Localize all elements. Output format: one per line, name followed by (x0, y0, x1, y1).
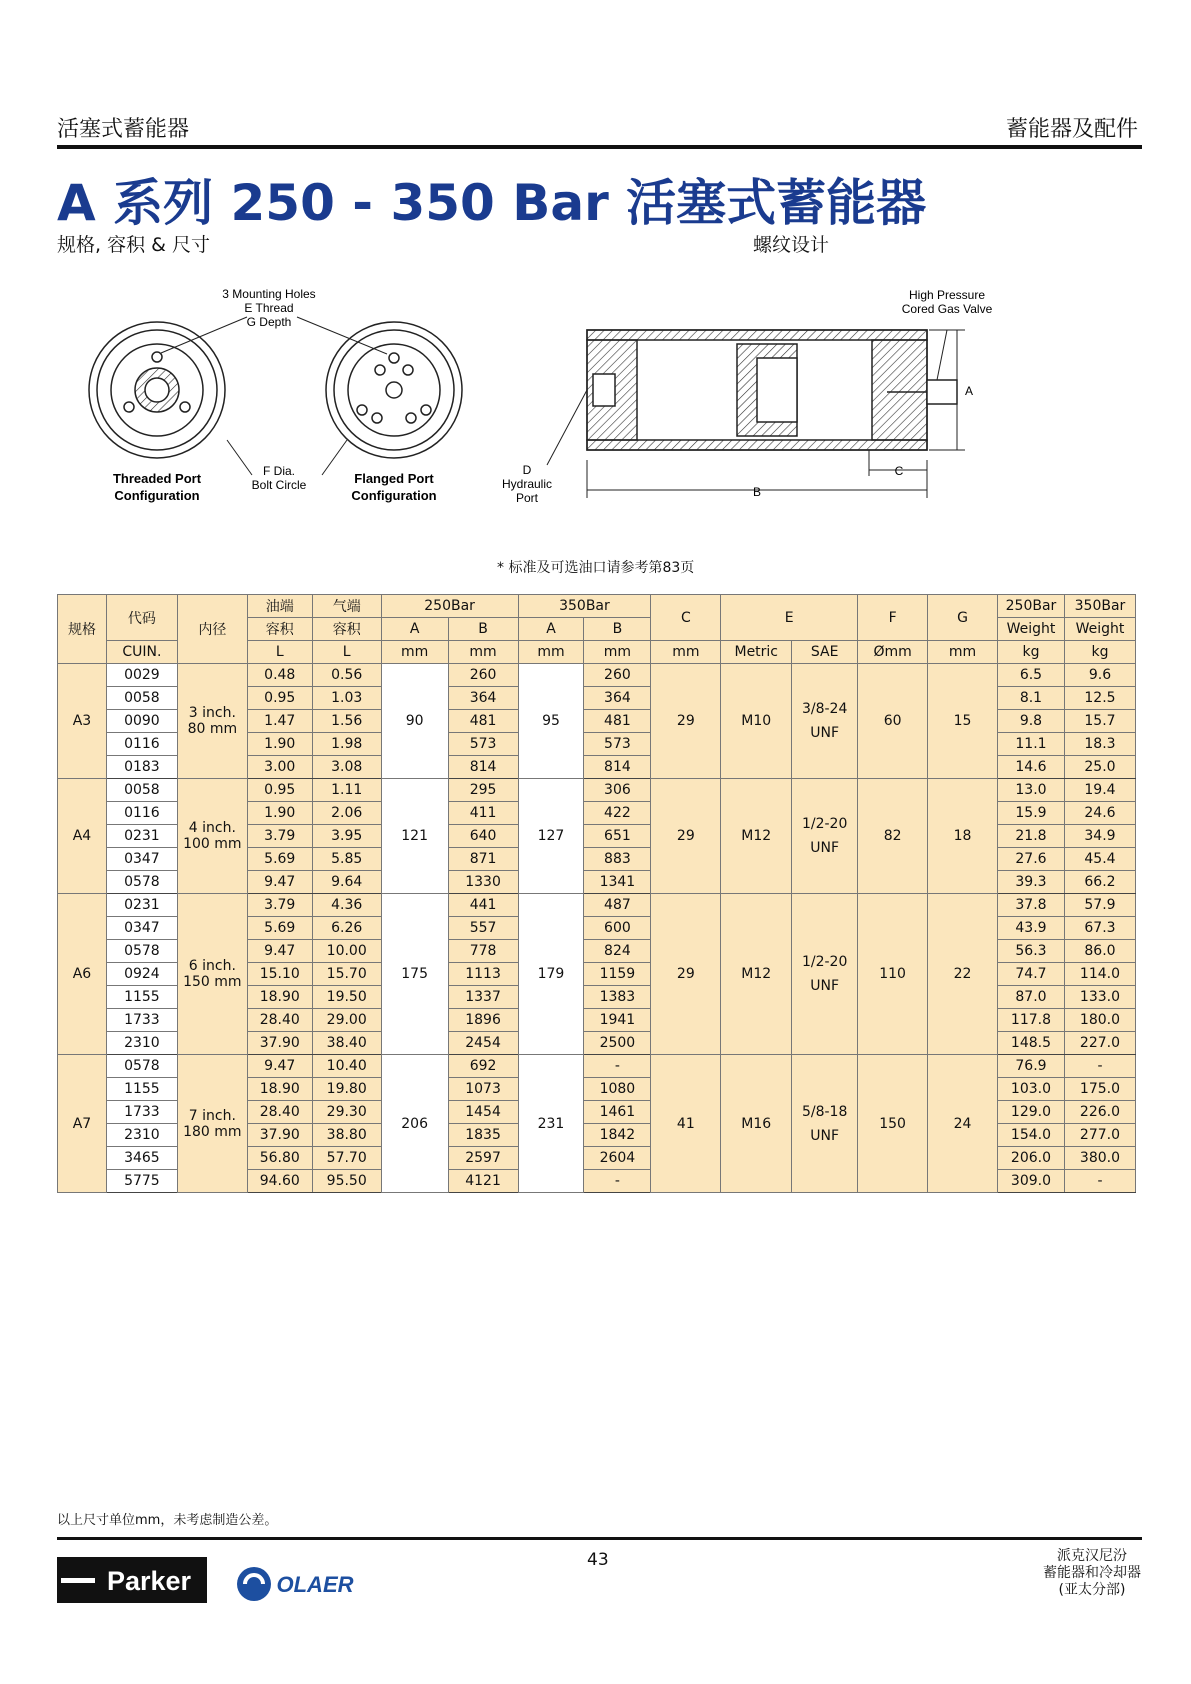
cell-weight-350: - (1064, 1055, 1135, 1078)
cell-weight-250: 76.9 (997, 1055, 1064, 1078)
section-view (587, 330, 957, 450)
cell-weight-250: 154.0 (997, 1124, 1064, 1147)
cell-oil-volume: 5.69 (247, 917, 312, 940)
cell-bore (177, 664, 247, 779)
th-g-unit: mm (928, 641, 998, 664)
cell-code: 0058 (106, 779, 177, 802)
sae-unf: UNF (810, 840, 840, 856)
cell-b-350: 481 (584, 710, 651, 733)
cell-weight-250: 117.8 (997, 1009, 1064, 1032)
cell-weight-350: 226.0 (1064, 1101, 1135, 1124)
bore-mm: 100 mm (183, 836, 242, 852)
th-weight-350: Weight (1064, 618, 1135, 641)
cell-gas-volume: 5.85 (312, 848, 381, 871)
label-hydraulic: Hydraulic (501, 477, 553, 491)
cell-oil-volume: 3.79 (247, 894, 312, 917)
cell-b-350: 487 (584, 894, 651, 917)
th-a350: A (518, 618, 584, 641)
cell-metric: M10 (721, 664, 792, 779)
cell-weight-250: 148.5 (997, 1032, 1064, 1055)
cell-oil-volume: 28.40 (247, 1009, 312, 1032)
th-f-unit: Ømm (858, 641, 928, 664)
th-sae: SAE (792, 641, 858, 664)
corp-name (1043, 1548, 1141, 1599)
cell-b-250: 1113 (448, 963, 518, 986)
cell-gas-volume: 29.30 (312, 1101, 381, 1124)
label-flanged-2: Configuration (351, 488, 437, 503)
port-footnote: * 标准及可选油口请参考第83页 (497, 560, 695, 576)
cell-b-250: 2597 (448, 1147, 518, 1170)
cell-bore (177, 1055, 247, 1193)
th-f: F (858, 595, 928, 641)
cell-b-250: 441 (448, 894, 518, 917)
header-left: 活塞式蓄能器 (57, 117, 190, 142)
cell-code: 0116 (106, 802, 177, 825)
cell-spec: A3 (58, 664, 107, 779)
cell-oil-volume: 0.95 (247, 687, 312, 710)
cell-b-350: 1341 (584, 871, 651, 894)
cell-metric: M12 (721, 894, 792, 1055)
cell-code: 0058 (106, 687, 177, 710)
sae-thread: 1/2-20 (801, 816, 848, 832)
cell-a-350: 127 (518, 779, 584, 894)
cell-oil-volume: 9.47 (247, 1055, 312, 1078)
cell-weight-250: 9.8 (997, 710, 1064, 733)
th-a250-unit: mm (381, 641, 448, 664)
cell-weight-250: 6.5 (997, 664, 1064, 687)
cell-code: 5775 (106, 1170, 177, 1193)
table-row (58, 1055, 1136, 1078)
cell-oil-volume: 1.47 (247, 710, 312, 733)
cell-g: 15 (928, 664, 998, 779)
th-b250: B (448, 618, 518, 641)
cell-weight-250: 11.1 (997, 733, 1064, 756)
th-metric: Metric (721, 641, 792, 664)
cell-b-350: 814 (584, 756, 651, 779)
cell-oil-volume: 0.48 (247, 664, 312, 687)
cell-code: 2310 (106, 1032, 177, 1055)
cell-gas-volume: 3.08 (312, 756, 381, 779)
header-right: 蓄能器及配件 (1005, 117, 1138, 142)
cell-sae (792, 894, 858, 1055)
leader-lines (161, 317, 387, 475)
cell-metric: M12 (721, 779, 792, 894)
cell-oil-volume: 15.10 (247, 963, 312, 986)
label-thread: E Thread (244, 301, 294, 315)
cell-gas-volume: 57.70 (312, 1147, 381, 1170)
cell-weight-250: 74.7 (997, 963, 1064, 986)
parker-logo-text: Parker (106, 1566, 192, 1596)
cell-oil-volume: 9.47 (247, 940, 312, 963)
cell-b-350: 2500 (584, 1032, 651, 1055)
cell-b-250: 481 (448, 710, 518, 733)
cell-b-250: 1835 (448, 1124, 518, 1147)
cell-gas-volume: 1.03 (312, 687, 381, 710)
cell-weight-350: 24.6 (1064, 802, 1135, 825)
cell-weight-350: 57.9 (1064, 894, 1135, 917)
cell-bore (177, 894, 247, 1055)
cell-weight-350: 114.0 (1064, 963, 1135, 986)
subtitle: 规格, 容积 & 尺寸 (57, 234, 210, 256)
cell-oil-volume: 28.40 (247, 1101, 312, 1124)
cell-weight-250: 206.0 (997, 1147, 1064, 1170)
cell-a-350: 231 (518, 1055, 584, 1193)
th-w350-unit: kg (1064, 641, 1135, 664)
cell-weight-250: 21.8 (997, 825, 1064, 848)
cell-code: 1155 (106, 1078, 177, 1101)
th-c-unit: mm (651, 641, 721, 664)
cell-gas-volume: 1.56 (312, 710, 381, 733)
spec-table (57, 594, 1136, 1193)
cell-b-350: 2604 (584, 1147, 651, 1170)
cell-b-350: 422 (584, 802, 651, 825)
label-gas-valve-2: Cored Gas Valve (901, 302, 993, 316)
cell-code: 3465 (106, 1147, 177, 1170)
label-mounting-holes: 3 Mounting Holes (222, 287, 316, 301)
cell-b-350: 651 (584, 825, 651, 848)
cell-weight-350: 175.0 (1064, 1078, 1135, 1101)
cell-oil-volume: 3.00 (247, 756, 312, 779)
cell-oil-volume: 0.95 (247, 779, 312, 802)
th-250bar: 250Bar (381, 595, 518, 618)
cell-f: 60 (858, 664, 928, 779)
cell-code: 1155 (106, 986, 177, 1009)
cell-weight-250: 103.0 (997, 1078, 1064, 1101)
cell-code: 0924 (106, 963, 177, 986)
table-body (58, 664, 1136, 1193)
cell-b-250: 573 (448, 733, 518, 756)
cell-weight-350: 15.7 (1064, 710, 1135, 733)
th-b250-unit: mm (448, 641, 518, 664)
cell-spec: A7 (58, 1055, 107, 1193)
cell-weight-350: 67.3 (1064, 917, 1135, 940)
bore-inch: 6 inch. (188, 958, 236, 974)
label-f-dia: F Dia. (262, 464, 296, 478)
cell-b-350: 600 (584, 917, 651, 940)
cell-weight-350: - (1064, 1170, 1135, 1193)
cell-b-350: 1842 (584, 1124, 651, 1147)
cell-b-250: 814 (448, 756, 518, 779)
threaded-port-view (89, 322, 225, 458)
cell-a-250: 206 (381, 1055, 448, 1193)
cell-oil-volume: 18.90 (247, 986, 312, 1009)
cell-weight-350: 45.4 (1064, 848, 1135, 871)
cell-b-250: 778 (448, 940, 518, 963)
cell-b-350: 573 (584, 733, 651, 756)
corp-line-1: 派克汉尼汾 (1057, 1548, 1127, 1564)
sae-thread: 1/2-20 (801, 954, 848, 970)
cell-weight-250: 27.6 (997, 848, 1064, 871)
cell-weight-350: 133.0 (1064, 986, 1135, 1009)
th-e: E (721, 595, 858, 641)
cell-weight-350: 380.0 (1064, 1147, 1135, 1170)
cell-gas-volume: 9.64 (312, 871, 381, 894)
cell-sae (792, 1055, 858, 1193)
th-code: 代码 (106, 595, 177, 641)
cell-b-350: 1080 (584, 1078, 651, 1101)
cell-b-250: 364 (448, 687, 518, 710)
cell-gas-volume: 38.40 (312, 1032, 381, 1055)
label-dim-c: C (894, 464, 904, 478)
label-dim-a: A (964, 384, 974, 398)
cell-weight-250: 43.9 (997, 917, 1064, 940)
th-oil-vol: 容积 (247, 618, 312, 641)
cell-oil-volume: 3.79 (247, 825, 312, 848)
cell-code: 0029 (106, 664, 177, 687)
cell-code: 0578 (106, 1055, 177, 1078)
bore-inch: 4 inch. (188, 820, 236, 836)
cell-gas-volume: 15.70 (312, 963, 381, 986)
cell-b-350: - (584, 1170, 651, 1193)
label-gas-valve-1: High Pressure (908, 288, 986, 302)
cell-code: 0578 (106, 871, 177, 894)
corp-line-3: (亚太分部) (1058, 1582, 1126, 1598)
cell-oil-volume: 5.69 (247, 848, 312, 871)
cell-g: 22 (928, 894, 998, 1055)
cell-code: 0578 (106, 940, 177, 963)
label-port: Port (515, 491, 539, 505)
footer-rule (57, 1537, 1142, 1540)
cell-weight-250: 8.1 (997, 687, 1064, 710)
label-dim-b: B (752, 485, 762, 499)
cell-gas-volume: 38.80 (312, 1124, 381, 1147)
cell-code: 0347 (106, 848, 177, 871)
cell-gas-volume: 6.26 (312, 917, 381, 940)
cell-b-250: 260 (448, 664, 518, 687)
cell-weight-250: 129.0 (997, 1101, 1064, 1124)
bore-inch: 3 inch. (188, 705, 236, 721)
cell-weight-350: 18.3 (1064, 733, 1135, 756)
page-number: 43 (587, 1550, 609, 1570)
table-row (58, 664, 1136, 687)
th-gas-vol: 容积 (312, 618, 381, 641)
cell-code: 0183 (106, 756, 177, 779)
parker-logo (57, 1557, 207, 1603)
cell-weight-350: 19.4 (1064, 779, 1135, 802)
th-c: C (651, 595, 721, 641)
cell-weight-250: 56.3 (997, 940, 1064, 963)
cell-gas-volume: 1.98 (312, 733, 381, 756)
cell-weight-250: 39.3 (997, 871, 1064, 894)
cell-c: 41 (651, 1055, 721, 1193)
cell-a-250: 175 (381, 894, 448, 1055)
cell-sae (792, 664, 858, 779)
bore-mm: 80 mm (187, 721, 238, 737)
cell-weight-350: 86.0 (1064, 940, 1135, 963)
th-b350-unit: mm (584, 641, 651, 664)
cell-gas-volume: 3.95 (312, 825, 381, 848)
cell-b-250: 640 (448, 825, 518, 848)
cell-gas-volume: 0.56 (312, 664, 381, 687)
cell-b-250: 4121 (448, 1170, 518, 1193)
cell-metric: M16 (721, 1055, 792, 1193)
table-row (58, 779, 1136, 802)
th-a250: A (381, 618, 448, 641)
label-flanged-1: Flanged Port (354, 471, 434, 486)
th-gas-unit: L (312, 641, 381, 664)
bore-mm: 150 mm (183, 974, 242, 990)
cell-a-350: 179 (518, 894, 584, 1055)
cell-f: 82 (858, 779, 928, 894)
sae-unf: UNF (810, 725, 840, 741)
dimension-note: 以上尺寸单位mm，未考虑制造公差。 (57, 1513, 278, 1528)
flanged-port-view (326, 322, 462, 458)
th-gas: 气端 (312, 595, 381, 618)
cell-c: 29 (651, 779, 721, 894)
th-oil: 油端 (247, 595, 312, 618)
cell-g: 24 (928, 1055, 998, 1193)
cell-oil-volume: 56.80 (247, 1147, 312, 1170)
cell-oil-volume: 94.60 (247, 1170, 312, 1193)
cell-b-250: 2454 (448, 1032, 518, 1055)
header-rule (57, 145, 1142, 149)
th-spec: 规格 (58, 595, 107, 664)
cell-gas-volume: 19.80 (312, 1078, 381, 1101)
cell-b-350: 260 (584, 664, 651, 687)
cell-f: 110 (858, 894, 928, 1055)
cell-f: 150 (858, 1055, 928, 1193)
cell-b-250: 295 (448, 779, 518, 802)
cell-b-250: 557 (448, 917, 518, 940)
page-title: A 系列 250 - 350 Bar 活塞式蓄能器 (57, 174, 927, 232)
cell-weight-350: 277.0 (1064, 1124, 1135, 1147)
th-w250-unit: kg (997, 641, 1064, 664)
table-row (58, 894, 1136, 917)
cell-b-250: 1896 (448, 1009, 518, 1032)
cell-gas-volume: 4.36 (312, 894, 381, 917)
cell-weight-350: 180.0 (1064, 1009, 1135, 1032)
cell-sae (792, 779, 858, 894)
cell-code: 0116 (106, 733, 177, 756)
label-threaded-2: Configuration (114, 488, 200, 503)
cell-gas-volume: 95.50 (312, 1170, 381, 1193)
cell-code: 1733 (106, 1009, 177, 1032)
cell-gas-volume: 29.00 (312, 1009, 381, 1032)
th-w350: 350Bar (1064, 595, 1135, 618)
cell-weight-250: 15.9 (997, 802, 1064, 825)
table-header (58, 595, 1136, 664)
label-bolt-circle: Bolt Circle (251, 478, 307, 492)
olaer-logo (235, 1565, 370, 1603)
cell-weight-350: 66.2 (1064, 871, 1135, 894)
cell-b-250: 1454 (448, 1101, 518, 1124)
cell-b-350: 824 (584, 940, 651, 963)
cell-oil-volume: 1.90 (247, 733, 312, 756)
th-b350: B (584, 618, 651, 641)
label-d: D (522, 463, 532, 477)
cell-spec: A6 (58, 894, 107, 1055)
cell-gas-volume: 2.06 (312, 802, 381, 825)
cell-b-350: - (584, 1055, 651, 1078)
cell-oil-volume: 37.90 (247, 1124, 312, 1147)
cell-b-250: 1330 (448, 871, 518, 894)
th-bore: 内径 (177, 595, 247, 664)
cell-g: 18 (928, 779, 998, 894)
cell-a-250: 121 (381, 779, 448, 894)
cell-gas-volume: 19.50 (312, 986, 381, 1009)
cell-code: 0231 (106, 825, 177, 848)
cell-b-350: 1941 (584, 1009, 651, 1032)
cell-c: 29 (651, 664, 721, 779)
cell-b-350: 364 (584, 687, 651, 710)
cell-spec: A4 (58, 779, 107, 894)
cell-code: 0231 (106, 894, 177, 917)
th-w250: 250Bar (997, 595, 1064, 618)
cell-b-250: 411 (448, 802, 518, 825)
th-cuin: CUIN. (106, 641, 177, 664)
bore-mm: 180 mm (183, 1123, 242, 1140)
corp-line-2: 蓄能器和冷却器 (1043, 1565, 1141, 1581)
cell-b-350: 1461 (584, 1101, 651, 1124)
olaer-logo-text: OLAER (276, 1572, 354, 1597)
cell-b-250: 871 (448, 848, 518, 871)
cell-code: 2310 (106, 1124, 177, 1147)
cell-oil-volume: 37.90 (247, 1032, 312, 1055)
th-a350-unit: mm (518, 641, 584, 664)
cell-weight-350: 34.9 (1064, 825, 1135, 848)
cell-weight-250: 87.0 (997, 986, 1064, 1009)
cell-weight-350: 25.0 (1064, 756, 1135, 779)
cell-gas-volume: 10.00 (312, 940, 381, 963)
cell-weight-250: 37.8 (997, 894, 1064, 917)
cell-oil-volume: 9.47 (247, 871, 312, 894)
cell-a-350: 95 (518, 664, 584, 779)
cell-weight-250: 14.6 (997, 756, 1064, 779)
cell-a-250: 90 (381, 664, 448, 779)
cell-code: 0347 (106, 917, 177, 940)
th-weight-250: Weight (997, 618, 1064, 641)
cell-weight-250: 309.0 (997, 1170, 1064, 1193)
label-threaded-1: Threaded Port (112, 471, 202, 486)
cell-gas-volume: 10.40 (312, 1055, 381, 1078)
cell-code: 1733 (106, 1101, 177, 1124)
cell-weight-350: 12.5 (1064, 687, 1135, 710)
th-g: G (928, 595, 998, 641)
sae-unf: UNF (810, 1127, 840, 1144)
cell-oil-volume: 1.90 (247, 802, 312, 825)
subtitle-right: 螺纹设计 (753, 234, 830, 256)
cell-weight-350: 227.0 (1064, 1032, 1135, 1055)
sae-thread: 3/8-24 (801, 701, 848, 717)
sae-thread: 5/8-18 (801, 1103, 848, 1120)
sae-unf: UNF (810, 978, 840, 994)
technical-drawing (57, 287, 1057, 560)
th-oil-unit: L (247, 641, 312, 664)
cell-b-350: 883 (584, 848, 651, 871)
cell-b-350: 1383 (584, 986, 651, 1009)
bore-inch: 7 inch. (188, 1107, 236, 1124)
cell-bore (177, 779, 247, 894)
cell-oil-volume: 18.90 (247, 1078, 312, 1101)
cell-c: 29 (651, 894, 721, 1055)
cell-gas-volume: 1.11 (312, 779, 381, 802)
cell-b-350: 1159 (584, 963, 651, 986)
cell-b-250: 1073 (448, 1078, 518, 1101)
label-depth: G Depth (246, 315, 292, 329)
cell-b-250: 1337 (448, 986, 518, 1009)
th-350bar: 350Bar (518, 595, 651, 618)
cell-b-350: 306 (584, 779, 651, 802)
cell-weight-250: 13.0 (997, 779, 1064, 802)
cell-code: 0090 (106, 710, 177, 733)
cell-b-250: 692 (448, 1055, 518, 1078)
cell-weight-350: 9.6 (1064, 664, 1135, 687)
